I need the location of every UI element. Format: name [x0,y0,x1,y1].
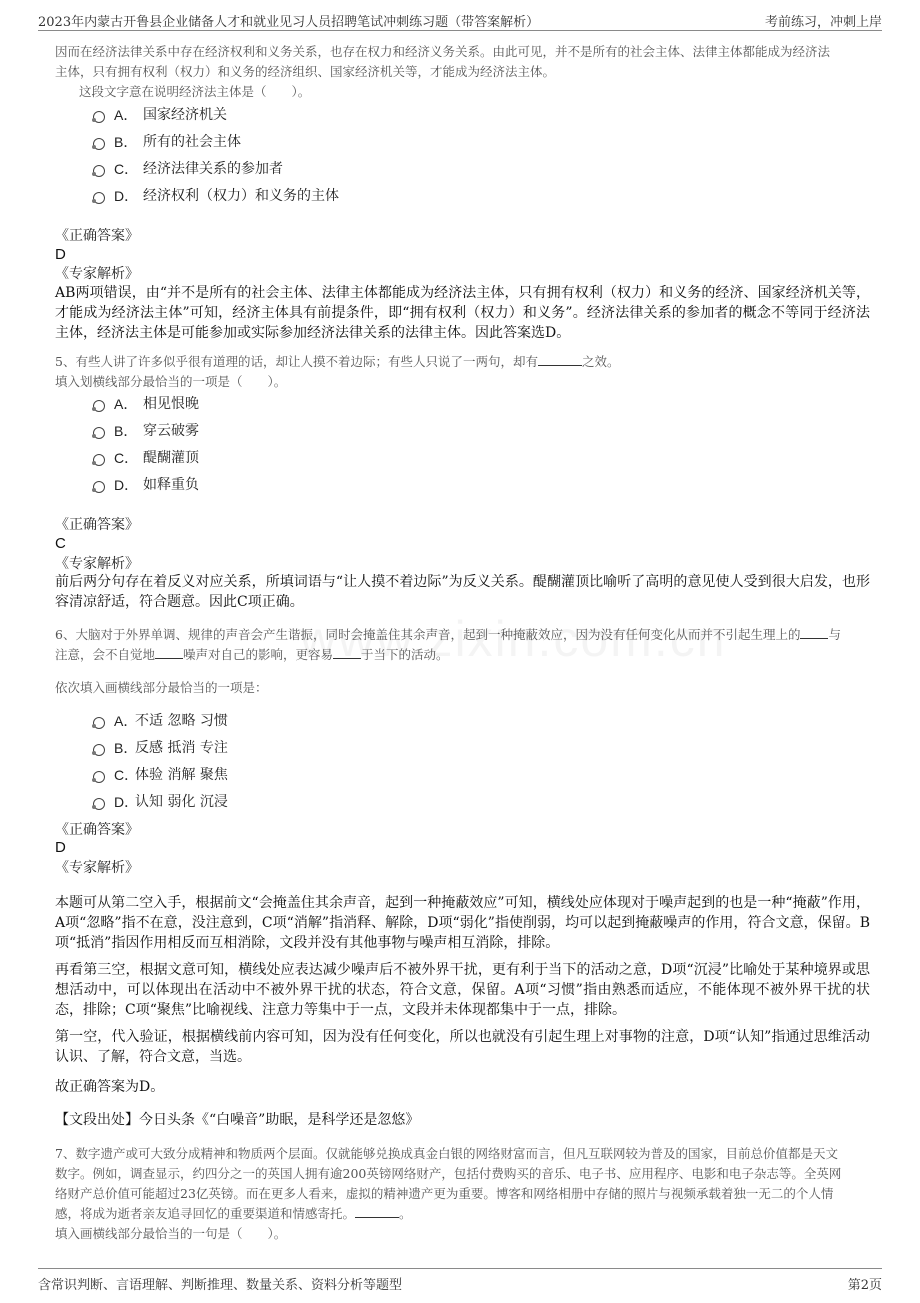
q5-answer-label: 《正确答案》 [55,517,139,533]
q6-answer: D [55,839,66,856]
blank-line [333,646,361,659]
header-slogan: 考前练习，冲刺上岸 [764,15,882,30]
q4-analysis-label: 《专家解析》 [55,266,139,282]
footer-categories: 含常识判断、言语理解、判断推理、数量关系、资料分析等题型 [38,1278,403,1293]
q5-answer: C [55,535,66,552]
q7-stem-line-1: 7、数字遗产或可大致分成精神和物质两个层面。仅就能够兑换成真金白银的网络财富而言，但凡互联网较为普及的国家，目前总价值都是天文 [55,1146,838,1161]
blank-line [355,1205,399,1218]
q4-answer: D [55,246,66,263]
q5-analysis: 前后两分句存在着反义对应关系，所填词语与“让人摸不着边际”为反义关系。醍醐灌顶比喻听了高明的意见使人受到很大启发，也形容清凉舒适，符合题意。因此C项正确。 [55,574,870,610]
q6-analysis-paragraph-1: 本题可从第二空入手，根据前文“会掩盖住其余声音，起到一种掩蔽效应”可知，横线处应体现对于噪声起到的也是一种“掩蔽”作用，A项“忽略”指不在意，没注意到，C项“消解”指消释、解除，D项“弱化”指使削弱，均可以起到掩蔽噪声的作用，符合文意，保留。B项“抵消”指因作用相反而互相消除，文段并没有其他事物与噪声相互消除，排除。 [55,895,870,951]
page-number: 第2页 [847,1278,882,1293]
radio-icon[interactable] [93,400,105,412]
blank-line [800,626,828,639]
q6-analysis-label: 《专家解析》 [55,860,139,876]
q6-stem-line-1: 6、大脑对于外界单调、规律的声音会产生谐振，同时会掩盖住其余声音，起到一种掩蔽效应，因为没有任何变化从而并不引起生理上的 与 [55,627,841,642]
q5-prompt: 填入划横线部分最恰当的一项是（ ）。 [55,374,287,389]
blank-line [538,353,582,366]
radio-icon[interactable] [93,111,105,123]
radio-icon[interactable] [93,454,105,466]
blank-line [155,646,183,659]
q6-prompt: 依次填入画横线部分最恰当的一项是： [55,680,268,695]
radio-icon[interactable] [93,717,105,729]
radio-icon[interactable] [93,798,105,810]
radio-icon[interactable] [93,771,105,783]
radio-icon[interactable] [93,427,105,439]
q4-passage-line-1: 因而在经济法律关系中存在经济权利和义务关系，也存在权力和经济义务关系。由此可见，并不是所有的社会主体、法律主体都能成为经济法 [55,44,831,59]
radio-icon[interactable] [93,165,105,177]
document-title: 2023年内蒙古开鲁县企业储备人才和就业见习人员招聘笔试冲刺练习题（带答案解析） [38,15,540,30]
q6-conclusion: 故正确答案为D。 [55,1079,165,1095]
q7-stem-line-2: 数字。例如，调查显示，约四分之一的英国人拥有逾200英镑网络财产，包括付费购买的音乐、电子书、应用程序、电影和电子杂志等。全英网 [55,1166,842,1181]
radio-icon[interactable] [93,192,105,204]
page-header [38,0,882,31]
q6-source: 【文段出处】今日头条《“白噪音”助眠，是科学还是忽悠》 [55,1112,420,1128]
q7-stem-line-4: 感，将成为逝者亲友追寻回忆的重要渠道和情感寄托。 。 [55,1206,412,1221]
q6-analysis-paragraph-3: 第一空，代入验证，根据横线前内容可知，因为没有任何变化，所以也就没有引起生理上对事物的注意，D项“认知”指通过思维活动认识、了解，符合文意，当选。 [55,1029,870,1065]
q4-question: 这段文字意在说明经济法主体是（ ）。 [79,84,311,99]
q4-analysis: AB两项错误，由“并不是所有的社会主体、法律主体都能成为经济法主体，只有拥有权利（权力）和义务的经济、国家经济机关等，才能成为经济法主体”可知，经济主体具有前提条件，即“拥有权利（权力）和义务”。经济法律关系的参加者的概念不等同于经济法主体，经济法主体是可能参加或实际参加经济法律关系的法律主体。因此答案选D。 [55,285,870,341]
page-footer [38,1268,882,1303]
q6-answer-label: 《正确答案》 [55,822,139,838]
q7-prompt: 填入画横线部分最恰当的一句是（ ）。 [55,1226,287,1241]
q6-analysis-paragraph-2: 再看第三空，根据文意可知，横线处应表达减少噪声后不被外界干扰，更有利于当下的活动之意，D项“沉浸”比喻处于某种境界或思想活动中，可以体现出在活动中不被外界干扰的状态，符合文意，保留。A项“习惯”指由熟悉而适应，不能体现不被外界干扰的状态，排除；C项“聚焦”比喻视线、注意力等集中于一点，文段并未体现都集中于一点，排除。 [55,962,870,1018]
q4-answer-label: 《正确答案》 [55,228,139,244]
radio-icon[interactable] [93,744,105,756]
q5-stem: 5、有些人讲了许多似乎很有道理的话，却让人摸不着边际；有些人只说了一两句，却有 之效。 [55,354,620,369]
radio-icon[interactable] [93,138,105,150]
q7-stem-line-3: 络财产总价值可能超过23亿英镑。而在更多人看来，虚拟的精神遗产更为重要。博客和网络相册中存储的照片与视频承载着独一无二的个人情 [55,1186,834,1201]
q4-passage-line-2: 主体，只有拥有权利（权力）和义务的经济组织、国家经济机关等，才能成为经济法主体。 [55,64,556,79]
q6-stem-line-2: 注意，会不自觉地 噪声对自己的影响，更容易 于当下的活动。 [55,647,449,662]
radio-icon[interactable] [93,481,105,493]
q5-analysis-label: 《专家解析》 [55,556,139,572]
